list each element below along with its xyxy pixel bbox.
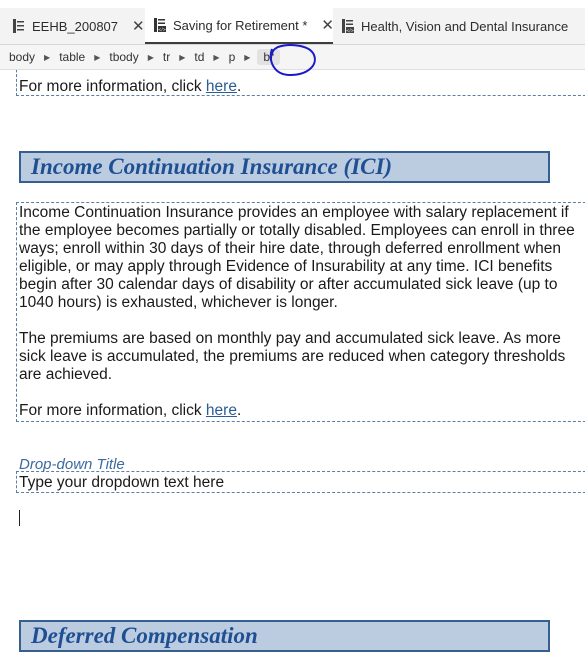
ici-paragraph-1 <box>19 204 585 312</box>
section-title-ici: Income Continuation Insurance (ICI) <box>19 151 550 183</box>
html-file-icon <box>153 17 167 33</box>
tab-label: EEHB_200807 <box>32 18 119 34</box>
breadcrumb-item-td[interactable]: td <box>194 50 205 64</box>
dropdown-text[interactable]: Type your dropdown text here <box>19 474 225 491</box>
editor-content[interactable] <box>0 70 585 662</box>
svg-text:</>: </> <box>157 27 167 32</box>
paragraph-line: sick leave is accumulated, the premiums are reduced when category thresholds <box>19 348 566 365</box>
more-info-line <box>19 402 241 420</box>
breadcrumb-item-tr[interactable]: tr <box>162 50 171 64</box>
paragraph-line: eligible, or may apply through Evidence of Insurability at any time. ICI benefits <box>19 258 553 275</box>
chevron-right-icon: ▶ <box>244 52 251 62</box>
paragraph-line: are achieved. <box>19 366 113 383</box>
paragraph-line: the employee becomes partially or totally disabled. Employees can enroll in three <box>19 222 575 239</box>
more-info-link[interactable]: here <box>205 78 237 95</box>
html-file-icon <box>341 18 355 34</box>
section-title-deferred-compensation: Deferred Compensation <box>19 620 550 652</box>
tab-label: Saving for Retirement * <box>173 17 308 33</box>
paragraph-line: begin after 30 calendar days of disability or after accumulated sick leave (up to <box>19 276 558 293</box>
svg-text:</>: </> <box>345 28 355 33</box>
chevron-right-icon: ▶ <box>179 52 186 62</box>
chevron-right-icon: ▶ <box>213 52 220 62</box>
breadcrumb-item-table[interactable]: table <box>59 50 86 64</box>
tab-label: Health, Vision and Dental Insurance <box>361 18 569 34</box>
more-info-prefix: For more information, click <box>19 402 206 419</box>
tab-close-icon[interactable]: ✕ <box>321 17 334 34</box>
tab-eehb[interactable] <box>0 8 145 44</box>
breadcrumb-item-tbody[interactable]: tbody <box>109 50 139 64</box>
breadcrumb-item-br[interactable]: br <box>257 49 280 65</box>
ici-paragraph-2 <box>19 330 585 384</box>
chevron-right-icon: ▶ <box>44 52 51 62</box>
paragraph-line: 1040 hours) is exhausted, whichever is longer. <box>19 294 338 311</box>
more-info-prefix: For more information, click <box>19 78 206 95</box>
paragraph-line: Income Continuation Insurance provides an employee with salary replacement if <box>19 204 569 221</box>
more-info-link[interactable]: here <box>205 402 237 419</box>
paragraph-line: The premiums are based on monthly pay and accumulated sick leave. As more <box>19 330 561 347</box>
chevron-right-icon: ▶ <box>94 52 101 62</box>
document-icon <box>12 18 26 34</box>
tab-close-icon[interactable]: ✕ <box>132 18 145 35</box>
chevron-right-icon: ▶ <box>147 52 154 62</box>
dropdown-title[interactable]: Drop-down Title <box>19 456 125 473</box>
tab-health-vision-dental[interactable] <box>333 8 576 44</box>
more-info-line <box>19 78 241 96</box>
more-info-suffix: . <box>236 78 242 95</box>
more-info-suffix: . <box>236 402 242 419</box>
paragraph-line: ways; enroll within 30 days of their hire date, through deferred enrollment when <box>19 240 561 257</box>
breadcrumb-item-p[interactable]: p <box>228 50 236 64</box>
text-cursor <box>19 510 20 526</box>
breadcrumb-item-body[interactable]: body <box>9 50 36 64</box>
